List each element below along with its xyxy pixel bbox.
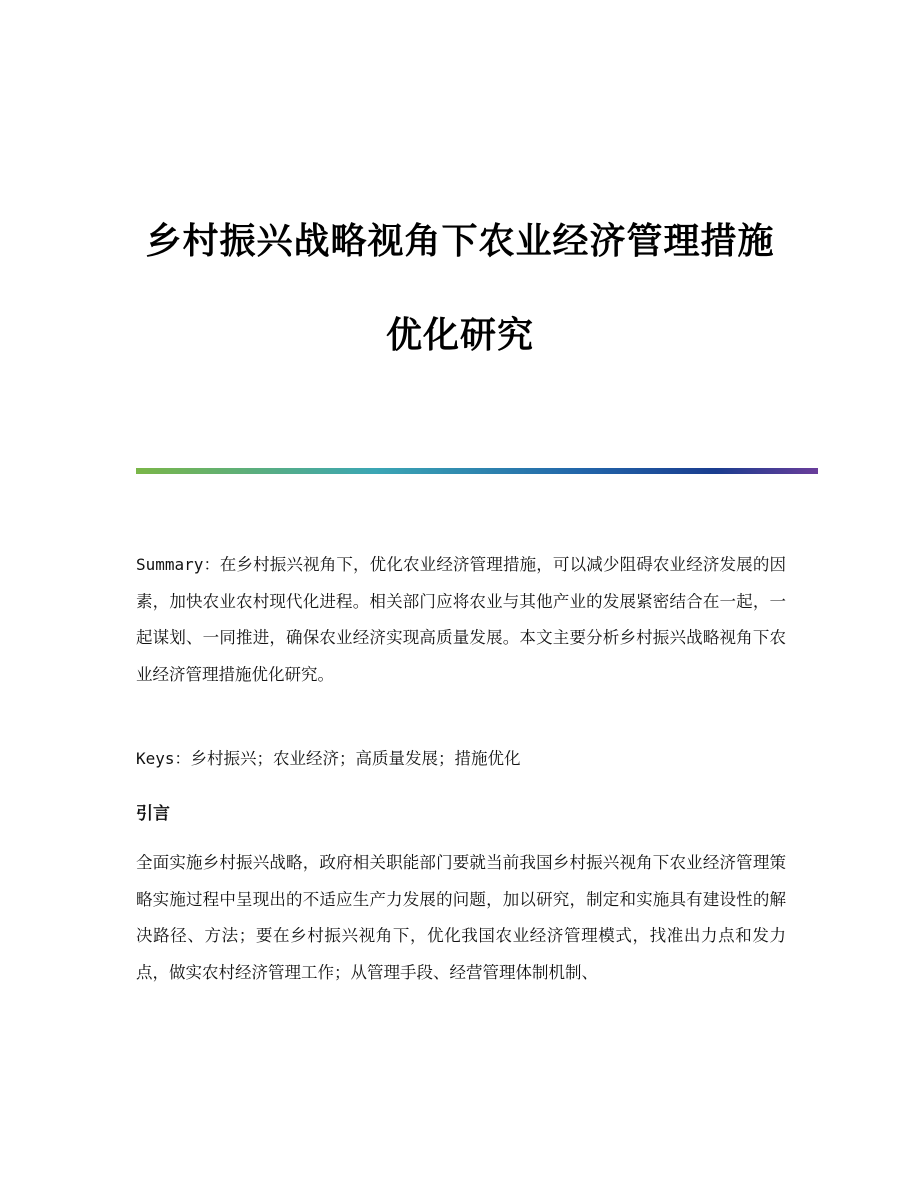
- summary-label: Summary：: [136, 555, 220, 574]
- keys-text: 乡村振兴；农业经济；高质量发展；措施优化: [190, 749, 521, 768]
- intro-paragraph: 全面实施乡村振兴战略，政府相关职能部门要就当前我国乡村振兴视角下农业经济管理策略实施过程中呈现出的不适应生产力发展的问题，加以研究，制定和实施具有建设性的解决路径、方法；要在乡村振兴视角下，优化我国农业经济管理模式，找准出力点和发力点，做实农村经济管理工作；从管理手段、经营管理体制机制、: [136, 853, 786, 982]
- summary-paragraph: [136, 547, 786, 693]
- summary-text: 在乡村振兴视角下，优化农业经济管理措施，可以减少阻碍农业经济发展的因素，加快农业农村现代化进程。相关部门应将农业与其他产业的发展紧密结合在一起，一起谋划、一同推进，确保农业经济实现高质量发展。本文主要分析乡村振兴战略视角下农业经济管理措施优化研究。: [136, 555, 786, 684]
- title-line-1: 乡村振兴战略视角下农业经济管理措施: [145, 221, 775, 262]
- gradient-divider: [136, 468, 818, 474]
- keys-label: Keys：: [136, 749, 191, 768]
- title-line-2: 优化研究: [385, 315, 534, 356]
- intro-heading: 引言: [136, 804, 170, 824]
- keywords-paragraph: [136, 741, 786, 778]
